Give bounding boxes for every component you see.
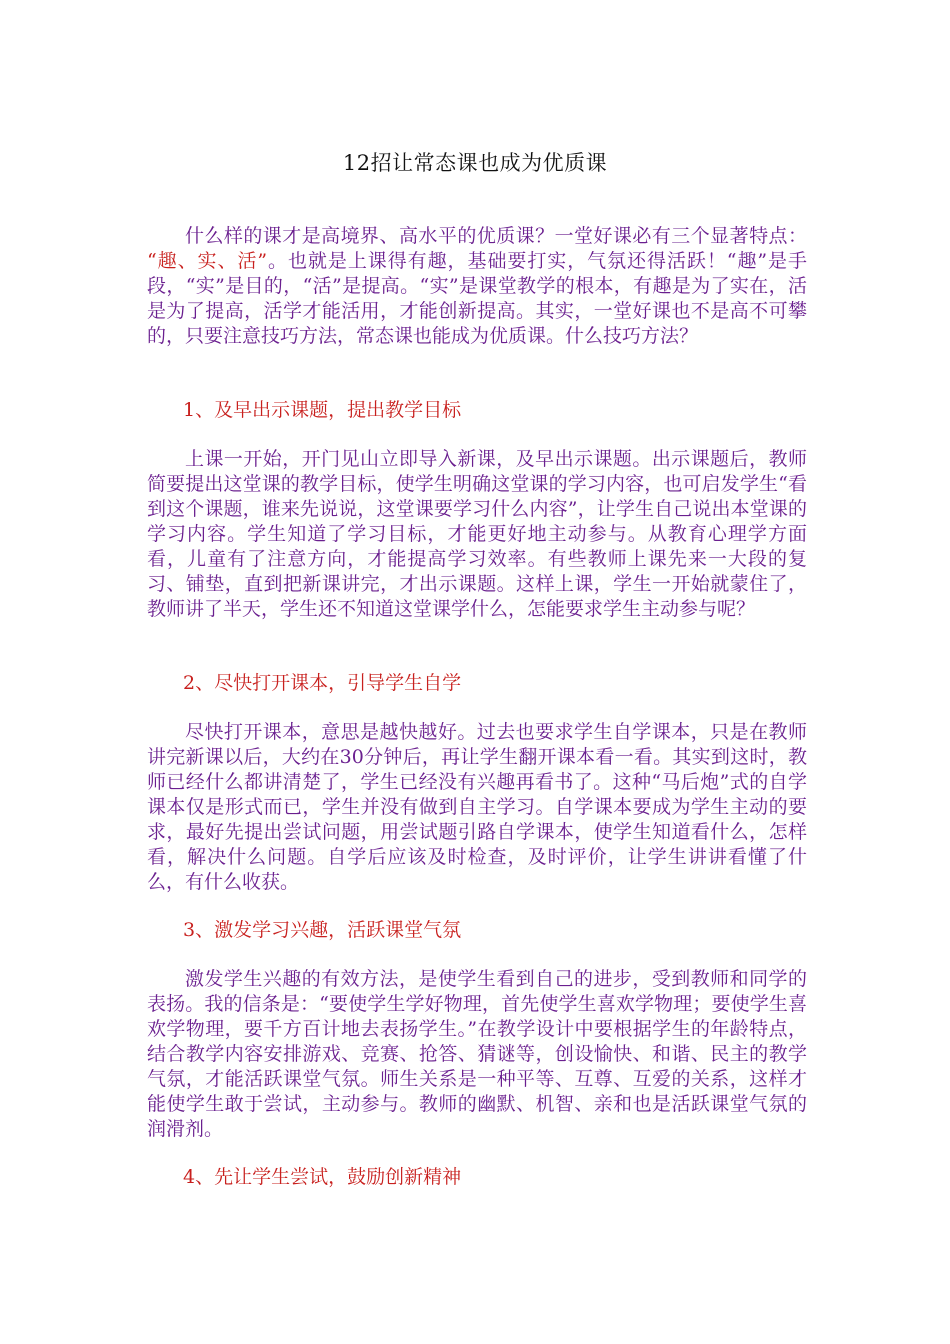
section-heading-1: 1、及早出示课题，提出教学目标 <box>183 399 462 421</box>
intro-text-before: 什么样的课才是高境界、高水平的优质课？一堂好课必有三个显著特点： <box>185 225 807 247</box>
section-body-1: 上课一开始，开门见山立即导入新课，及早出示课题。出示课题后，教师简要提出这堂课的教学目标，使学生明确这堂课的学习内容，也可启发学生“看到这个课题，谁来先说说，这堂课要学习什么内容”，让学生自己说出本堂课的学习内容。学生知道了学习目标，才能更好地主动参与。从教育心理学方面看，儿童有了注意方向，才能提高学习效率。有些教师上课先来一大段的复习、铺垫，直到把新课讲完，才出示课题。这样上课，学生一开始就蒙住了，教师讲了半天，学生还不知道这堂课学什么，怎能要求学生主动参与呢？ <box>147 448 807 620</box>
section-heading-4: 4、先让学生尝试，鼓励创新精神 <box>183 1166 462 1188</box>
section-heading-3: 3、激发学习兴趣，活跃课堂气氛 <box>183 919 462 941</box>
section-body-2: 尽快打开课本，意思是越快越好。过去也要求学生自学课本，只是在教师讲完新课以后，大约在30分钟后，再让学生翻开课本看一看。其实到这时，教师已经什么都讲清楚了，学生已经没有兴趣再看书了。这种“马后炮”式的自学课本仅是形式而已，学生并没有做到自主学习。自学课本要成为学生主动的要求，最好先提出尝试问题，用尝试题引路自学课本，使学生知道看什么，怎样看，解决什么问题。自学后应该及时检查，及时评价，让学生讲讲看懂了什么，有什么收获。 <box>147 721 807 893</box>
section-body-3: 激发学生兴趣的有效方法，是使学生看到自己的进步，受到教师和同学的表扬。我的信条是：“要使学生学好物理，首先使学生喜欢学物理；要使学生喜欢学物理，要千方百计地去表扬学生。”在教学设计中要根据学生的年龄特点，结合教学内容安排游戏、竞赛、抢答、猜谜等，创设愉快、和谐、民主的教学气氛，才能活跃课堂气氛。师生关系是一种平等、互尊、互爱的关系，这样才能使学生敢于尝试，主动参与。教师的幽默、机智、亲和也是活跃课堂气氛的润滑剂。 <box>147 968 807 1140</box>
intro-text-after: 。也就是上课得有趣，基础要打实，气氛还得活跃！“趣”是手段，“实”是目的，“活”是提高。“实”是课堂教学的根本，有趣是为了实在，活是为了提高，活学才能活用，才能创新提高。其实，一堂好课也不是高不可攀的，只要注意技巧方法，常态课也能成为优质课。什么技巧方法？ <box>147 250 807 347</box>
document-title: 12招让常态课也成为优质课 <box>342 151 608 175</box>
intro-paragraph <box>147 224 807 349</box>
section-heading-2: 2、尽快打开课本，引导学生自学 <box>183 672 462 694</box>
intro-highlight: “趣、实、活” <box>147 250 268 272</box>
